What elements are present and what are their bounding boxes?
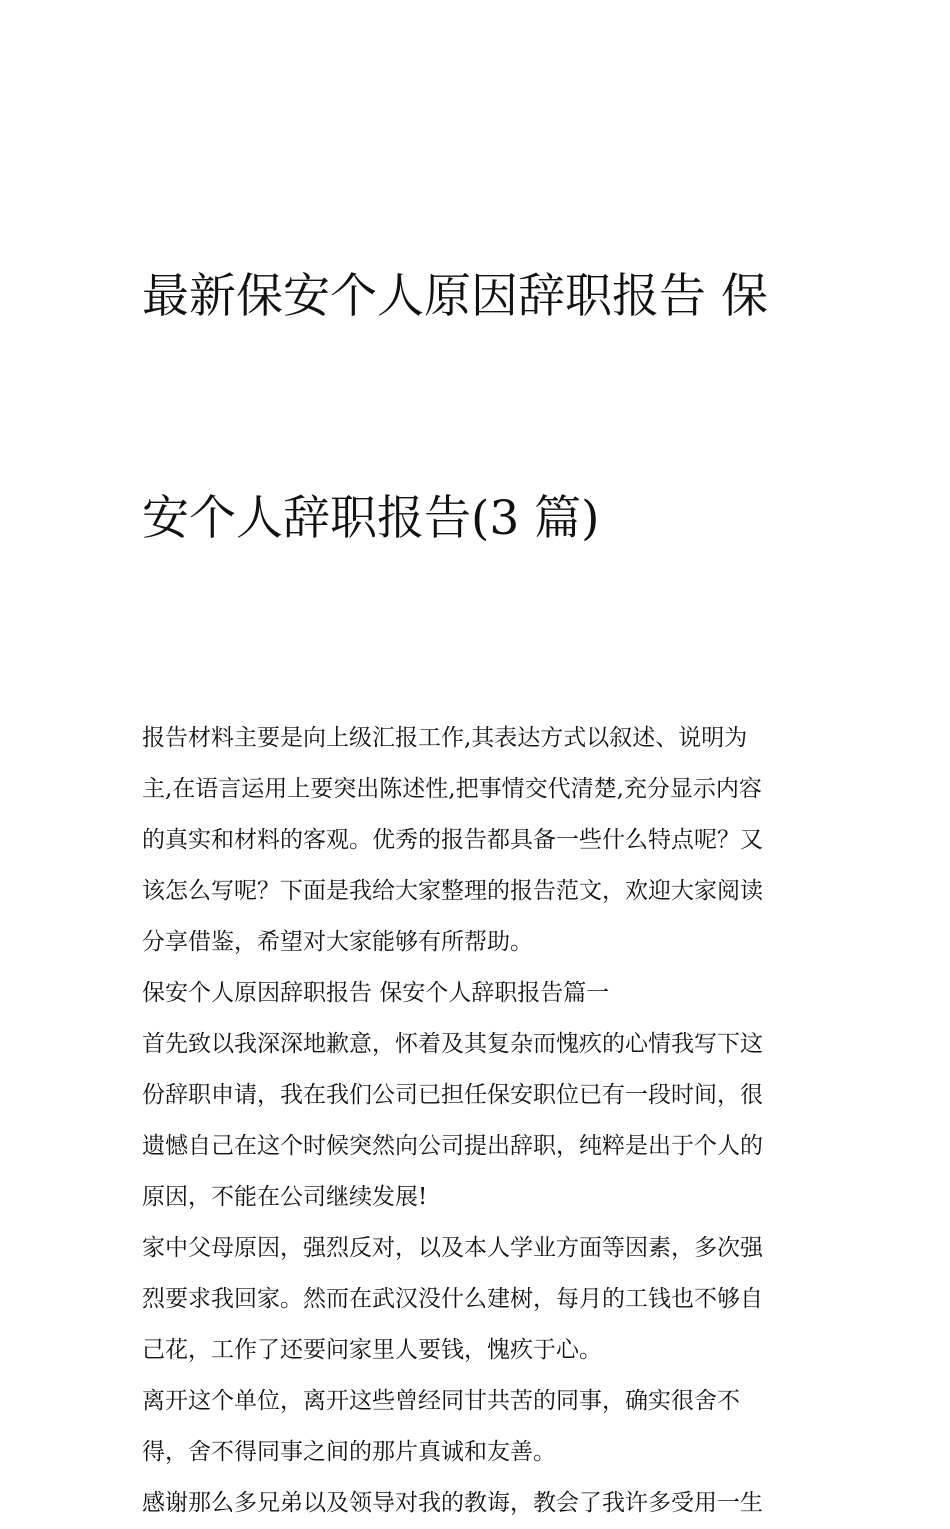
text-line: 烈要求我回家。然而在武汉没什么建树，每月的工钱也不够自 [142,1286,763,1312]
body-paragraph [142,1478,814,1529]
text-line: 该怎么写呢？下面是我给大家整理的报告范文，欢迎大家阅读 [142,878,763,904]
text-line: 遗憾自己在这个时候突然向公司提出辞职，纯粹是出于个人的 [142,1133,763,1159]
body-paragraph [142,1019,814,1223]
text-line: 家中父母原因，强烈反对，以及本人学业方面等因素，多次强 [142,1235,763,1261]
text-line: 报告材料主要是向上级汇报工作,其表达方式以叙述、说明为 [142,725,748,751]
intro-paragraph [142,713,814,968]
text-line: 感谢那么多兄弟以及领导对我的教诲，教会了我许多受用一生 [142,1490,763,1516]
body-paragraph [142,1223,814,1376]
title-line: 安个人辞职报告(3 篇) [142,491,600,546]
text-line: 分享借鉴，希望对大家能够有所帮助。 [142,929,533,955]
text-line: 得，舍不得同事之间的那片真诚和友善。 [142,1439,556,1465]
document-content [142,112,814,1529]
body-paragraph [142,1376,814,1478]
text-line: 原因，不能在公司继续发展! [142,1184,428,1210]
document-title [142,112,814,704]
document-body [142,713,814,1529]
text-line: 的真实和材料的客观。优秀的报告都具备一些什么特点呢？又 [142,827,763,853]
text-line: 保安个人原因辞职报告 保安个人辞职报告篇一 [142,980,610,1006]
text-line: 己花，工作了还要问家里人要钱，愧疚于心。 [142,1337,602,1363]
text-line: 首先致以我深深地歉意，怀着及其复杂而愧疚的心情我写下这 [142,1031,763,1057]
section-heading [142,968,814,1019]
title-line: 最新保安个人原因辞职报告 保 [142,269,768,324]
text-line: 离开这个单位，离开这些曾经同甘共苦的同事，确实很舍不 [142,1388,740,1414]
text-line: 份辞职申请，我在我们公司已担任保安职位已有一段时间，很 [142,1082,763,1108]
text-line: 主,在语言运用上要突出陈述性,把事情交代清楚,充分显示内容 [142,776,762,802]
